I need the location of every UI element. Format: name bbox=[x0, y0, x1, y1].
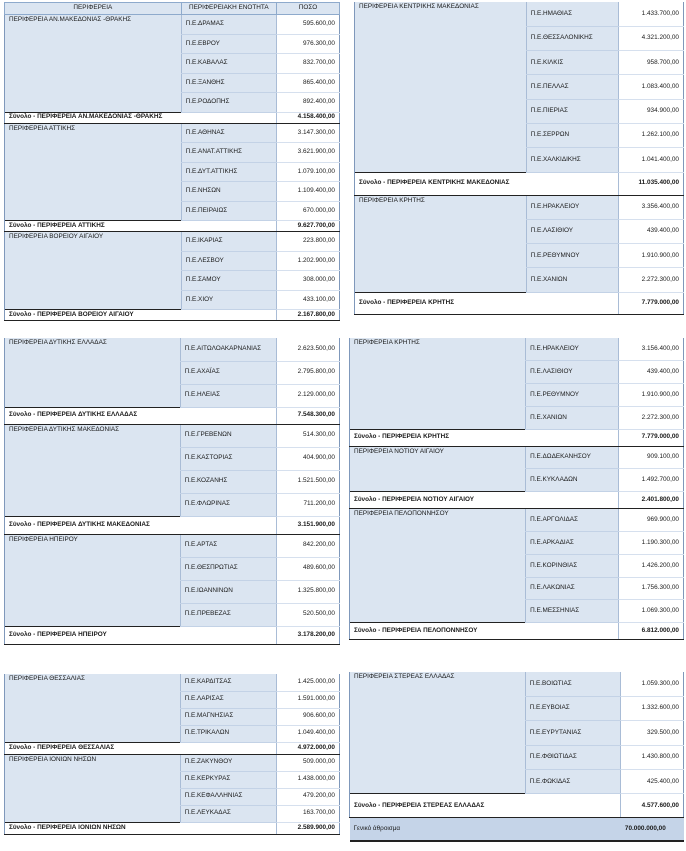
table-row bbox=[5, 232, 340, 252]
budget-table bbox=[4, 674, 340, 835]
unit-amount: 1.591.000,00 bbox=[277, 691, 340, 708]
total-label: Σύνολο - ΠΕΡΙΦΕΡΕΙΑ ΘΕΣΣΑΛΙΑΣ bbox=[5, 742, 277, 754]
region-name: ΠΕΡΙΦΕΡΕΙΑ ΑΤΤΙΚΗΣ bbox=[5, 123, 182, 221]
region-name: ΠΕΡΙΦΕΡΕΙΑ ΝΟΤΙΟΥ ΑΙΓΑΙΟΥ bbox=[350, 446, 526, 492]
total-amount: 4.158.400,00 bbox=[277, 112, 340, 123]
unit-amount: 892.400,00 bbox=[277, 93, 340, 113]
unit-amount: 163.700,00 bbox=[277, 805, 340, 822]
table-block-top-right bbox=[354, 2, 684, 315]
table-row bbox=[5, 123, 340, 143]
unit-name: Π.Ε.ΦΩΚΙΔΑΣ bbox=[525, 770, 621, 794]
total-row bbox=[5, 112, 340, 123]
unit-name: Π.Ε.ΠΕΛΛΑΣ bbox=[526, 75, 619, 99]
total-row bbox=[5, 310, 340, 321]
unit-name: Π.Ε.ΚΑΣΤΟΡΙΑΣ bbox=[180, 447, 277, 470]
total-label: Σύνολο - ΠΕΡΙΦΕΡΕΙΑ ΗΠΕΙΡΟΥ bbox=[5, 626, 277, 644]
unit-amount: 1.109.400,00 bbox=[277, 182, 340, 202]
unit-amount: 1.521.500,00 bbox=[277, 470, 340, 493]
unit-name: Π.Ε.ΘΕΣΣΑΛΟΝΙΚΗΣ bbox=[526, 26, 619, 50]
total-row bbox=[350, 794, 684, 818]
region-name: ΠΕΡΙΦΕΡΕΙΑ ΔΥΤΙΚΗΣ ΕΛΛΑΔΑΣ bbox=[5, 338, 181, 407]
header-region: ΠΕΡΙΦΕΡΕΙΑ bbox=[5, 3, 182, 15]
table-row bbox=[350, 672, 684, 696]
unit-amount: 1.430.800,00 bbox=[621, 745, 684, 769]
unit-amount: 425.400,00 bbox=[621, 770, 684, 794]
budget-table bbox=[4, 2, 340, 321]
unit-name: Π.Ε.ΑΡΚΑΔΙΑΣ bbox=[526, 532, 619, 555]
total-row bbox=[350, 623, 684, 640]
total-amount: 7.779.000,00 bbox=[619, 292, 684, 314]
unit-amount: 308.000,00 bbox=[277, 271, 340, 291]
unit-name: Π.Ε.ΧΙΟΥ bbox=[181, 290, 276, 310]
unit-name: Π.Ε.ΦΛΩΡΙΝΑΣ bbox=[180, 493, 277, 516]
table-row bbox=[350, 446, 684, 469]
table-block-middle-left bbox=[4, 338, 340, 645]
budget-table bbox=[4, 338, 340, 645]
total-amount: 11.035.400,00 bbox=[619, 172, 684, 195]
table-block-middle-right bbox=[349, 338, 684, 640]
budget-table bbox=[354, 2, 684, 315]
unit-amount: 479.200,00 bbox=[277, 788, 340, 805]
unit-name: Π.Ε.ΗΡΑΚΛΕΙΟΥ bbox=[526, 195, 619, 219]
table-row bbox=[5, 424, 340, 447]
total-amount: 4.972.000,00 bbox=[277, 742, 340, 754]
unit-name: Π.Ε.ΗΜΑΘΙΑΣ bbox=[526, 2, 619, 26]
total-amount: 7.779.000,00 bbox=[619, 429, 684, 446]
unit-amount: 1.325.800,00 bbox=[277, 580, 340, 603]
total-label: Σύνολο - ΠΕΡΙΦΕΡΕΙΑ ΔΥΤΙΚΗΣ ΜΑΚΕΔΟΝΙΑΣ bbox=[5, 516, 277, 534]
unit-name: Π.Ε.ΔΥΤ.ΑΤΤΙΚΗΣ bbox=[181, 162, 276, 182]
table-row bbox=[5, 15, 340, 35]
total-label: Σύνολο - ΠΕΡΙΦΕΡΕΙΑ ΙΟΝΙΩΝ ΝΗΣΩΝ bbox=[5, 822, 277, 834]
region-name: ΠΕΡΙΦΕΡΕΙΑ ΘΕΣΣΑΛΙΑΣ bbox=[5, 674, 181, 742]
total-amount: 7.548.300,00 bbox=[277, 407, 340, 424]
unit-amount: 2.272.300,00 bbox=[619, 406, 684, 429]
unit-amount: 969.900,00 bbox=[619, 509, 684, 532]
unit-amount: 4.321.200,00 bbox=[619, 26, 684, 50]
unit-name: Π.Ε.ΒΟΙΩΤΙΑΣ bbox=[525, 672, 621, 696]
unit-amount: 2.795.800,00 bbox=[277, 361, 340, 384]
unit-amount: 670.000,00 bbox=[277, 201, 340, 221]
budget-table bbox=[349, 672, 684, 842]
header-unit: ΠΕΡΙΦΕΡΕΙΑΚΗ ΕΝΟΤΗΤΑ bbox=[181, 3, 276, 15]
unit-name: Π.Ε.ΗΛΕΙΑΣ bbox=[180, 384, 277, 407]
region-name: ΠΕΡΙΦΕΡΕΙΑ ΚΕΝΤΡΙΚΗΣ ΜΑΚΕΔΟΝΙΑΣ bbox=[355, 2, 527, 172]
total-amount: 2.589.900,00 bbox=[277, 822, 340, 834]
region-name: ΠΕΡΙΦΕΡΕΙΑ ΠΕΛΟΠΟΝΝΗΣΟΥ bbox=[350, 509, 526, 623]
table-row bbox=[5, 754, 340, 771]
table-row bbox=[350, 338, 684, 361]
unit-amount: 1.425.000,00 bbox=[277, 674, 340, 691]
total-label: Σύνολο - ΠΕΡΙΦΕΡΕΙΑ ΔΥΤΙΚΗΣ ΕΛΛΑΔΑΣ bbox=[5, 407, 277, 424]
total-row bbox=[5, 626, 340, 644]
unit-name: Π.Ε.ΔΩΔΕΚΑΝΗΣΟΥ bbox=[526, 446, 619, 469]
total-amount: 4.577.600,00 bbox=[621, 794, 684, 818]
unit-name: Π.Ε.ΛΕΥΚΑΔΑΣ bbox=[180, 805, 277, 822]
unit-name: Π.Ε.ΡΟΔΟΠΗΣ bbox=[181, 93, 276, 113]
total-amount: 6.812.000,00 bbox=[619, 623, 684, 640]
unit-name: Π.Ε.ΛΕΣΒΟΥ bbox=[181, 251, 276, 271]
unit-amount: 1.059.300,00 bbox=[621, 672, 684, 696]
region-name: ΠΕΡΙΦΕΡΕΙΑ ΔΥΤΙΚΗΣ ΜΑΚΕΔΟΝΙΑΣ bbox=[5, 424, 181, 516]
region-name: ΠΕΡΙΦΕΡΕΙΑ ΚΡΗΤΗΣ bbox=[350, 338, 526, 429]
unit-amount: 520.500,00 bbox=[277, 603, 340, 626]
unit-amount: 934.900,00 bbox=[619, 99, 684, 123]
header-row bbox=[5, 3, 340, 15]
unit-name: Π.Ε.ΧΑΝΙΩΝ bbox=[526, 406, 619, 429]
region-name: ΠΕΡΙΦΕΡΕΙΑ ΚΡΗΤΗΣ bbox=[355, 195, 527, 292]
unit-name: Π.Ε.ΖΑΚΥΝΘΟΥ bbox=[180, 754, 277, 771]
unit-amount: 509.000,00 bbox=[277, 754, 340, 771]
unit-amount: 976.300,00 bbox=[277, 34, 340, 54]
unit-amount: 909.100,00 bbox=[619, 446, 684, 469]
unit-amount: 1.910.900,00 bbox=[619, 244, 684, 268]
unit-amount: 439.400,00 bbox=[619, 361, 684, 384]
grand-total-amount: 70.000.000,00 bbox=[621, 818, 684, 841]
region-name: ΠΕΡΙΦΕΡΕΙΑ ΙΟΝΙΩΝ ΝΗΣΩΝ bbox=[5, 754, 181, 822]
unit-name: Π.Ε.ΙΚΑΡΙΑΣ bbox=[181, 232, 276, 252]
unit-name: Π.Ε.ΚΟΡΙΝΘΙΑΣ bbox=[526, 554, 619, 577]
unit-amount: 2.623.500,00 bbox=[277, 338, 340, 361]
unit-amount: 2.129.000,00 bbox=[277, 384, 340, 407]
table-block-top-left bbox=[4, 2, 340, 321]
unit-name: Π.Ε.ΕΥΡΥΤΑΝΙΑΣ bbox=[525, 721, 621, 745]
unit-name: Π.Ε.ΜΑΓΝΗΣΙΑΣ bbox=[180, 708, 277, 725]
unit-name: Π.Ε.ΚΟΖΑΝΗΣ bbox=[180, 470, 277, 493]
unit-name: Π.Ε.ΑΡΤΑΣ bbox=[180, 534, 277, 557]
unit-name: Π.Ε.ΜΕΣΣΗΝΙΑΣ bbox=[526, 600, 619, 623]
unit-name: Π.Ε.ΦΘΙΩΤΙΔΑΣ bbox=[525, 745, 621, 769]
unit-amount: 958.700,00 bbox=[619, 51, 684, 75]
total-amount: 2.167.800,00 bbox=[277, 310, 340, 321]
unit-name: Π.Ε.ΚΕΡΚΥΡΑΣ bbox=[180, 771, 277, 788]
total-label: Σύνολο - ΠΕΡΙΦΕΡΕΙΑ ΠΕΛΟΠΟΝΝΗΣΟΥ bbox=[350, 623, 619, 640]
unit-name: Π.Ε.ΑΡΓΟΛΙΔΑΣ bbox=[526, 509, 619, 532]
table-block-bottom-right bbox=[349, 672, 684, 842]
unit-amount: 1.433.700,00 bbox=[619, 2, 684, 26]
unit-amount: 3.621.900,00 bbox=[277, 143, 340, 163]
unit-name: Π.Ε.ΚΑΒΑΛΑΣ bbox=[181, 54, 276, 74]
unit-name: Π.Ε.ΡΕΘΥΜΝΟΥ bbox=[526, 244, 619, 268]
budget-table bbox=[349, 338, 684, 640]
unit-name: Π.Ε.ΞΑΝΘΗΣ bbox=[181, 73, 276, 93]
total-label: Σύνολο - ΠΕΡΙΦΕΡΕΙΑ ΑΤΤΙΚΗΣ bbox=[5, 221, 277, 232]
unit-amount: 3.147.300,00 bbox=[277, 123, 340, 143]
unit-name: Π.Ε.ΠΡΕΒΕΖΑΣ bbox=[180, 603, 277, 626]
grand-total-label: Γενικό άθροισμα bbox=[350, 818, 621, 841]
total-label: Σύνολο - ΠΕΡΙΦΕΡΕΙΑ ΣΤΕΡΕΑΣ ΕΛΛΑΔΑΣ bbox=[350, 794, 621, 818]
unit-amount: 404.900,00 bbox=[277, 447, 340, 470]
unit-amount: 842.200,00 bbox=[277, 534, 340, 557]
unit-amount: 1.756.300,00 bbox=[619, 577, 684, 600]
unit-amount: 2.272.300,00 bbox=[619, 268, 684, 292]
unit-amount: 514.300,00 bbox=[277, 424, 340, 447]
total-row bbox=[5, 221, 340, 232]
unit-name: Π.Ε.ΤΡΙΚΑΛΩΝ bbox=[180, 725, 277, 742]
unit-amount: 1.262.100,00 bbox=[619, 123, 684, 147]
region-name: ΠΕΡΙΦΕΡΕΙΑ ΑΝ.ΜΑΚΕΔΟΝΙΑΣ -ΘΡΑΚΗΣ bbox=[5, 15, 182, 113]
unit-name: Π.Ε.ΠΙΕΡΙΑΣ bbox=[526, 99, 619, 123]
unit-name: Π.Ε.ΚΕΦΑΛΛΗΝΙΑΣ bbox=[180, 788, 277, 805]
unit-amount: 1.079.100,00 bbox=[277, 162, 340, 182]
unit-name: Π.Ε.ΕΥΒΟΙΑΣ bbox=[525, 696, 621, 720]
unit-name: Π.Ε.ΓΡΕΒΕΝΩΝ bbox=[180, 424, 277, 447]
unit-name: Π.Ε.ΛΑΡΙΣΑΣ bbox=[180, 691, 277, 708]
unit-amount: 1.438.000,00 bbox=[277, 771, 340, 788]
unit-name: Π.Ε.ΔΡΑΜΑΣ bbox=[181, 15, 276, 35]
total-row bbox=[355, 292, 684, 314]
unit-name: Π.Ε.ΚΙΛΚΙΣ bbox=[526, 51, 619, 75]
unit-amount: 1.083.400,00 bbox=[619, 75, 684, 99]
unit-amount: 1.202.900,00 bbox=[277, 251, 340, 271]
total-label: Σύνολο - ΠΕΡΙΦΕΡΕΙΑ ΝΟΤΙΟΥ ΑΙΓΑΙΟΥ bbox=[350, 492, 619, 509]
unit-name: Π.Ε.ΙΩΑΝΝΙΝΩΝ bbox=[180, 580, 277, 603]
unit-amount: 711.200,00 bbox=[277, 493, 340, 516]
table-row bbox=[355, 2, 684, 26]
table-row bbox=[5, 674, 340, 691]
unit-name: Π.Ε.ΚΥΚΛΑΔΩΝ bbox=[526, 469, 619, 492]
total-label: Σύνολο - ΠΕΡΙΦΕΡΕΙΑ ΒΟΡΕΙΟΥ ΑΙΓΑΙΟΥ bbox=[5, 310, 277, 321]
unit-name: Π.Ε.ΑΘΗΝΑΣ bbox=[181, 123, 276, 143]
unit-name: Π.Ε.ΗΡΑΚΛΕΙΟΥ bbox=[526, 338, 619, 361]
unit-amount: 1.049.400,00 bbox=[277, 725, 340, 742]
unit-name: Π.Ε.ΛΑΣΙΘΙΟΥ bbox=[526, 361, 619, 384]
unit-name: Π.Ε.ΑΝΑΤ.ΑΤΤΙΚΗΣ bbox=[181, 143, 276, 163]
unit-name: Π.Ε.ΛΑΚΩΝΙΑΣ bbox=[526, 577, 619, 600]
unit-amount: 1.492.700,00 bbox=[619, 469, 684, 492]
table-row bbox=[5, 534, 340, 557]
unit-amount: 832.700,00 bbox=[277, 54, 340, 74]
unit-name: Π.Ε.ΕΒΡΟΥ bbox=[181, 34, 276, 54]
unit-name: Π.Ε.ΣΕΡΡΩΝ bbox=[526, 123, 619, 147]
total-row bbox=[350, 429, 684, 446]
region-name: ΠΕΡΙΦΕΡΕΙΑ ΗΠΕΙΡΟΥ bbox=[5, 534, 181, 626]
total-amount: 2.401.800,00 bbox=[619, 492, 684, 509]
total-label: Σύνολο - ΠΕΡΙΦΕΡΕΙΑ ΚΕΝΤΡΙΚΗΣ ΜΑΚΕΔΟΝΙΑΣ bbox=[355, 172, 619, 195]
unit-amount: 489.600,00 bbox=[277, 557, 340, 580]
unit-amount: 1.910.900,00 bbox=[619, 384, 684, 407]
total-amount: 3.151.900,00 bbox=[277, 516, 340, 534]
unit-amount: 3.156.400,00 bbox=[619, 338, 684, 361]
total-row bbox=[5, 516, 340, 534]
unit-amount: 1.041.400,00 bbox=[619, 148, 684, 172]
region-name: ΠΕΡΙΦΕΡΕΙΑ ΣΤΕΡΕΑΣ ΕΛΛΑΔΑΣ bbox=[350, 672, 526, 794]
total-row bbox=[5, 742, 340, 754]
unit-name: Π.Ε.ΝΗΣΩΝ bbox=[181, 182, 276, 202]
total-label: Σύνολο - ΠΕΡΙΦΕΡΕΙΑ ΚΡΗΤΗΣ bbox=[350, 429, 619, 446]
total-row bbox=[355, 172, 684, 195]
table-block-bottom-left bbox=[4, 674, 340, 835]
table-row bbox=[350, 509, 684, 532]
unit-name: Π.Ε.ΑΧΑΪΑΣ bbox=[180, 361, 277, 384]
unit-amount: 865.400,00 bbox=[277, 73, 340, 93]
unit-amount: 1.332.600,00 bbox=[621, 696, 684, 720]
unit-name: Π.Ε.ΧΑΝΙΩΝ bbox=[526, 268, 619, 292]
unit-name: Π.Ε.ΘΕΣΠΡΩΤΙΑΣ bbox=[180, 557, 277, 580]
total-label: Σύνολο - ΠΕΡΙΦΕΡΕΙΑ ΑΝ.ΜΑΚΕΔΟΝΙΑΣ -ΘΡΑΚΗΣ bbox=[5, 112, 277, 123]
unit-name: Π.Ε.ΛΑΣΙΘΙΟΥ bbox=[526, 219, 619, 243]
total-row bbox=[5, 407, 340, 424]
region-name: ΠΕΡΙΦΕΡΕΙΑ ΒΟΡΕΙΟΥ ΑΙΓΑΙΟΥ bbox=[5, 232, 182, 310]
total-row bbox=[5, 822, 340, 834]
unit-amount: 906.600,00 bbox=[277, 708, 340, 725]
unit-amount: 3.356.400,00 bbox=[619, 195, 684, 219]
unit-name: Π.Ε.ΑΙΤΩΛΟΑΚΑΡΝΑΝΙΑΣ bbox=[180, 338, 277, 361]
unit-amount: 433.100,00 bbox=[277, 290, 340, 310]
unit-name: Π.Ε.ΣΑΜΟΥ bbox=[181, 271, 276, 291]
unit-amount: 439.400,00 bbox=[619, 219, 684, 243]
unit-name: Π.Ε.ΡΕΘΥΜΝΟΥ bbox=[526, 384, 619, 407]
table-row bbox=[5, 338, 340, 361]
unit-amount: 1.069.300,00 bbox=[619, 600, 684, 623]
header-amount: ΠΟΣΟ bbox=[277, 3, 340, 15]
unit-name: Π.Ε.ΚΑΡΔΙΤΣΑΣ bbox=[180, 674, 277, 691]
unit-amount: 223.800,00 bbox=[277, 232, 340, 252]
unit-amount: 329.500,00 bbox=[621, 721, 684, 745]
unit-name: Π.Ε.ΠΕΙΡΑΙΩΣ bbox=[181, 201, 276, 221]
total-label: Σύνολο - ΠΕΡΙΦΕΡΕΙΑ ΚΡΗΤΗΣ bbox=[355, 292, 619, 314]
unit-amount: 595.600,00 bbox=[277, 15, 340, 35]
total-amount: 3.178.200,00 bbox=[277, 626, 340, 644]
unit-name: Π.Ε.ΧΑΛΚΙΔΙΚΗΣ bbox=[526, 148, 619, 172]
grand-total-row bbox=[350, 818, 684, 841]
unit-amount: 1.426.200,00 bbox=[619, 554, 684, 577]
table-row bbox=[355, 195, 684, 219]
unit-amount: 1.190.300,00 bbox=[619, 532, 684, 555]
total-row bbox=[350, 492, 684, 509]
total-amount: 9.627.700,00 bbox=[277, 221, 340, 232]
